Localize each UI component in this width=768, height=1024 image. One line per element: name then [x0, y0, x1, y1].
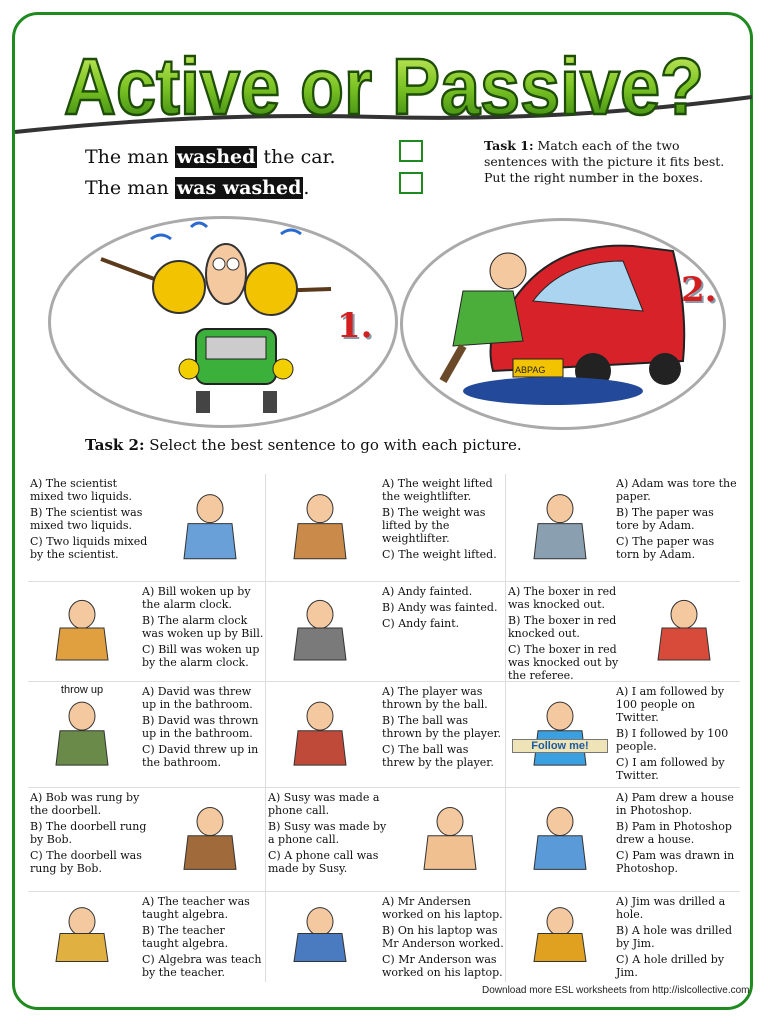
option-a[interactable]: A) The boxer in red was knocked out.	[508, 585, 617, 611]
computer-drawing-icon	[512, 798, 608, 882]
exercise-item	[266, 682, 506, 788]
option-c[interactable]: C) Algebra was teach by the teacher.	[142, 953, 262, 979]
task1-instructions	[484, 138, 746, 186]
option-b[interactable]: B) David was thrown up in the bathroom.	[142, 714, 259, 740]
scientist-icon	[162, 484, 258, 572]
answer-options	[382, 585, 504, 633]
option-a[interactable]: A) The weight lifted the weightlifter.	[382, 477, 493, 503]
weightlifter-icon	[272, 484, 368, 572]
sentence-1-end: the car.	[257, 146, 336, 168]
footer-credit: Download more ESL worksheets from http://islcollective.com	[482, 985, 750, 996]
option-b[interactable]: B) The ball was thrown by the player.	[382, 714, 502, 740]
exercise-item	[28, 582, 266, 682]
option-b[interactable]: B) The paper was tore by Adam.	[616, 506, 714, 532]
answer-options	[508, 585, 630, 685]
exercise-item	[506, 682, 740, 788]
option-a[interactable]: A) David was threw up in the bathroom.	[142, 685, 253, 711]
sentence-2-verb: was washed	[176, 177, 302, 199]
exercise-item	[28, 892, 266, 982]
exercise-item	[506, 788, 740, 892]
sentence-1-start: The man	[85, 146, 175, 168]
answer-options	[30, 477, 152, 564]
picture-caption: throw up	[60, 684, 104, 696]
title-block	[0, 22, 768, 142]
task2-label: Task 2:	[85, 436, 145, 454]
option-a[interactable]: A) Susy was made a phone call.	[268, 791, 380, 817]
answer-options	[142, 585, 264, 672]
sentence-1	[85, 142, 336, 173]
option-a[interactable]: A) The scientist mixed two liquids.	[30, 477, 133, 503]
exercise-item	[266, 582, 506, 682]
option-b[interactable]: B) The scientist was mixed two liquids.	[30, 506, 143, 532]
option-b[interactable]: B) The weight was lifted by the weightlifter.	[382, 506, 486, 545]
option-a[interactable]: A) Bob was rung by the doorbell.	[30, 791, 140, 817]
task2-instructions	[85, 436, 522, 454]
phone-call-icon	[402, 798, 498, 882]
answer-options	[616, 685, 738, 785]
option-c[interactable]: C) Andy faint.	[382, 617, 460, 630]
drill-worker-icon	[512, 902, 608, 972]
answer-options	[142, 895, 264, 982]
exercise-item	[506, 892, 740, 982]
option-c[interactable]: C) A hole drilled by Jim.	[616, 953, 725, 979]
task1-label: Task 1:	[484, 138, 534, 153]
answer-options	[616, 791, 738, 878]
answer-options	[382, 895, 504, 982]
picture-oval-2	[400, 218, 726, 430]
throw-up-icon	[34, 684, 130, 778]
option-b[interactable]: B) A hole was drilled by Jim.	[616, 924, 733, 950]
exercise-item	[506, 474, 740, 582]
exercise-item	[506, 582, 740, 682]
option-a[interactable]: A) The player was thrown by the ball.	[382, 685, 488, 711]
option-c[interactable]: C) The doorbell was rung by Bob.	[30, 849, 142, 875]
exercise-item	[266, 892, 506, 982]
option-c[interactable]: C) The paper was torn by Adam.	[616, 535, 715, 561]
option-c[interactable]: C) Two liquids mixed by the scientist.	[30, 535, 148, 561]
option-a[interactable]: A) The teacher was taught algebra.	[142, 895, 250, 921]
picture-number-1: 1.	[337, 306, 373, 346]
exercise-item	[28, 788, 266, 892]
option-c[interactable]: C) A phone call was made by Susy.	[268, 849, 379, 875]
option-c[interactable]: C) Bill was woken up by the alarm clock.	[142, 643, 260, 669]
sentence-2	[85, 173, 336, 204]
answer-options	[382, 477, 504, 564]
sentence-1-verb: washed	[176, 146, 256, 168]
option-a[interactable]: A) Pam drew a house in Photoshop.	[616, 791, 734, 817]
man-washing-car-icon	[403, 221, 723, 427]
twitter-bird-icon	[512, 692, 608, 778]
answer-box-2[interactable]	[399, 172, 423, 194]
exercise-item	[28, 474, 266, 582]
answer-options	[142, 685, 264, 772]
option-b[interactable]: B) Pam in Photoshop drew a house.	[616, 820, 732, 846]
boxers-icon	[636, 592, 732, 672]
answer-options	[382, 685, 504, 772]
option-b[interactable]: B) The alarm clock was woken up by Bill.	[142, 614, 264, 640]
picture-caption: Follow me!	[512, 739, 608, 753]
sentence-2-start: The man	[85, 177, 175, 199]
answer-options	[616, 895, 738, 982]
option-a[interactable]: A) Adam was tore the paper.	[616, 477, 737, 503]
option-b[interactable]: B) The teacher taught algebra.	[142, 924, 229, 950]
exercise-grid	[28, 474, 740, 982]
baseball-player-icon	[272, 692, 368, 778]
option-c[interactable]: C) The weight lifted.	[382, 548, 497, 561]
page-title: Active or Passive?	[64, 42, 704, 131]
laptop-man-icon	[272, 902, 368, 972]
option-a[interactable]: A) Andy fainted.	[382, 585, 473, 598]
exercise-item	[266, 788, 506, 892]
option-c[interactable]: C) I am followed by Twitter.	[616, 756, 725, 782]
exercise-item	[28, 682, 266, 788]
option-b[interactable]: B) Susy was made by a phone call.	[268, 820, 387, 846]
option-b[interactable]: B) The doorbell rung by Bob.	[30, 820, 147, 846]
option-c[interactable]: C) The ball was threw by the player.	[382, 743, 494, 769]
teacher-icon	[34, 902, 130, 972]
answer-options	[268, 791, 390, 878]
option-a[interactable]: A) Mr Andersen worked on his laptop.	[382, 895, 503, 921]
torn-paper-icon	[512, 484, 608, 572]
task1-text: Match each of the two sentences with the picture it fits best. Put the right number in the boxes.	[484, 138, 725, 185]
answer-box-1[interactable]	[399, 140, 423, 162]
sentence-2-end: .	[303, 177, 310, 199]
task2-text: Select the best sentence to go with each picture.	[144, 436, 522, 454]
fainted-man-icon	[272, 592, 368, 672]
option-c[interactable]: C) David threw up in the bathroom.	[142, 743, 259, 769]
exercise-item	[266, 474, 506, 582]
option-c[interactable]: C) Mr Anderson was worked on his laptop.	[382, 953, 503, 979]
option-c[interactable]: C) The boxer in red was knocked out by the referee.	[508, 643, 619, 682]
answer-options	[616, 477, 738, 564]
option-b[interactable]: B) Andy was fainted.	[382, 601, 498, 614]
option-c[interactable]: C) Pam was drawn in Photoshop.	[616, 849, 735, 875]
doorbell-icon	[162, 798, 258, 882]
option-b[interactable]: B) On his laptop was Mr Anderson worked.	[382, 924, 504, 950]
option-a[interactable]: A) I am followed by 100 people on Twitter.	[616, 685, 725, 724]
option-b[interactable]: B) The boxer in red knocked out.	[508, 614, 617, 640]
answer-options	[30, 791, 152, 878]
option-a[interactable]: A) Jim was drilled a hole.	[616, 895, 726, 921]
title-graphic	[0, 22, 768, 142]
alarm-clock-icon	[34, 592, 130, 672]
option-a[interactable]: A) Bill woken up by the alarm clock.	[142, 585, 251, 611]
option-b[interactable]: B) I followed by 100 people.	[616, 727, 729, 753]
picture-number-2: 2.	[681, 270, 717, 310]
license-plate: ABPAG	[515, 365, 546, 375]
task1-sentences	[85, 142, 336, 204]
